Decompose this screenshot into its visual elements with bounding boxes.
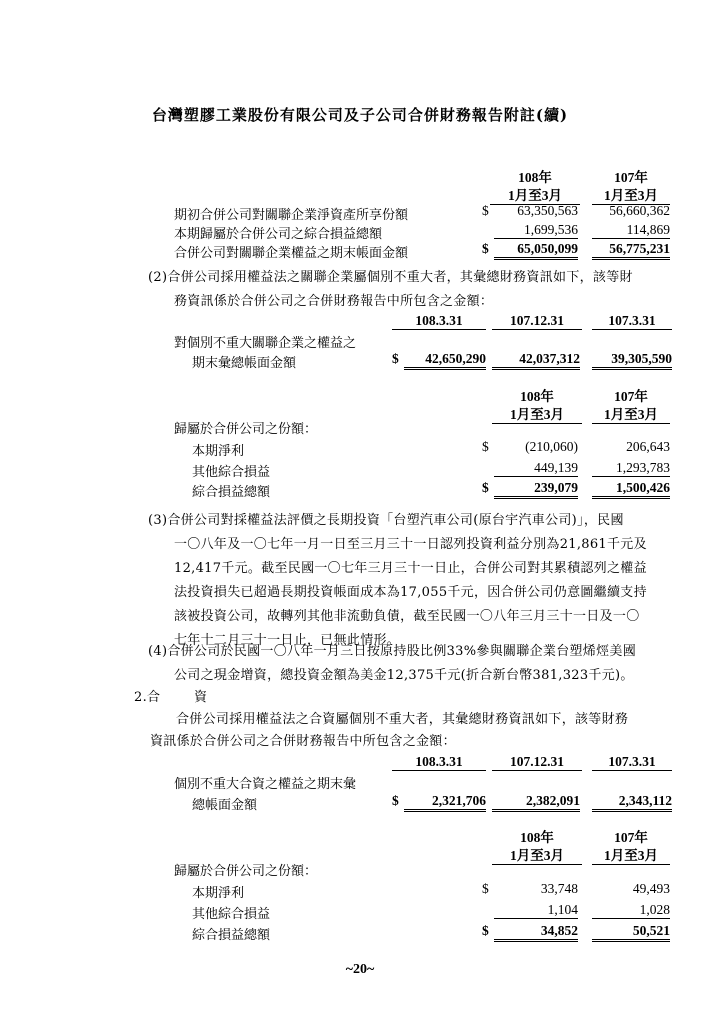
total-value: 2,321,706 [404,793,486,812]
value-cell: 33,748 [540,881,578,896]
total-value: 2,382,091 [492,793,580,812]
total-value: 50,521 [592,923,670,942]
total-value: 239,079 [494,480,578,499]
value-cell: 449,139 [494,460,578,477]
page-title: 台灣塑膠工業股份有限公司及子公司合併財務報告附註(續) [151,106,569,124]
value-cell: 63,350,563 [517,203,578,218]
total-value: 56,775,231 [592,241,670,260]
row-label: 本期淨利 [192,444,245,459]
col-header-date: 107.3.31 [592,754,672,771]
col-header-year: 108年 [520,389,554,404]
row-label: 對個別不重大關聯企業之權益之 [174,336,357,351]
paragraph-line: (2)合併公司採用權益法之關聯企業屬個別不重大者，其彙總財務資訊如下，該等財 [148,270,633,285]
row-label: 其他綜合損益 [192,465,271,480]
col-header-year: 107年 [614,389,648,404]
paragraph-line: 合併公司採用權益法之合資屬個別不重大者，其彙總財務資訊如下，該等財務 [176,712,629,727]
row-label: 合併公司對關聯企業權益之期末帳面金額 [174,246,409,261]
currency-sign: $ [482,439,489,454]
paragraph-line: (4)合併公司於民國一〇八年一月三日按原持股比例33%參與關聯企業台塑烯烴美國 [148,644,637,659]
col-header-date: 107.3.31 [592,313,672,330]
page-number: ~20~ [345,962,375,977]
row-label: 期末彙總帳面金額 [192,356,297,371]
total-value: 65,050,099 [494,241,578,260]
col-header-date: 107.12.31 [492,754,582,771]
col-header-year: 107年 [614,170,648,185]
row-label: 綜合損益總額 [192,485,271,500]
currency-sign: $ [392,793,399,808]
col-header-year: 108年 [518,170,552,185]
row-label: 其他綜合損益 [192,907,271,922]
section-number: 2.合 [134,690,161,705]
value-cell: 114,869 [592,222,670,239]
paragraph-line: (3)合併公司對採權益法評價之長期投資「台塑汽車公司(原台宇汽車公司)」，民國 [148,513,624,528]
col-header-period: 1月至3月 [592,184,670,205]
row-label: 個別不重大合資之權益之期末彙 [174,777,357,792]
paragraph-line: 法投資損失已超過長期投資帳面成本為17,055千元，因合併公司仍意圖繼續支持 [174,585,647,600]
total-value: 42,037,312 [492,351,580,370]
col-header-period: 1月至3月 [490,184,580,205]
value-cell: 1,028 [592,902,670,919]
section-heading: 歸屬於合併公司之份額： [174,864,318,879]
currency-sign: $ [482,241,489,256]
col-header-period: 1月至3月 [492,403,582,424]
paragraph-line: 12,417千元。截至民國一〇七年三月三十一日止，合併公司對其累積認列之權益 [174,561,647,576]
total-value: 42,650,290 [404,351,486,370]
row-label: 綜合損益總額 [192,928,271,943]
col-header-period: 1月至3月 [592,403,670,424]
section-heading: 歸屬於合併公司之份額： [174,422,318,437]
value-cell: 49,493 [632,881,670,896]
value-cell: 1,104 [494,902,578,919]
col-header-year: 107年 [614,830,648,845]
col-header-year: 108年 [520,830,554,845]
currency-sign: $ [482,203,489,218]
currency-sign: $ [482,480,489,495]
col-header-date: 108.3.31 [392,754,486,771]
value-cell: 206,643 [626,439,670,454]
row-label: 本期歸屬於合併公司之綜合損益總額 [174,227,383,242]
total-value: 1,500,426 [592,480,670,499]
col-header-date: 108.3.31 [392,313,486,330]
value-cell: 1,293,783 [592,460,670,477]
col-header-period: 1月至3月 [492,844,582,865]
section-title: 資 [194,690,208,705]
row-label: 本期淨利 [192,886,245,901]
paragraph-line: 務資訊係於合併公司之合併財務報告中所包含之金額： [174,294,494,309]
col-header-date: 107.12.31 [492,313,582,330]
total-value: 2,343,112 [592,793,672,812]
paragraph-line: 七年十二月三十一日止，已無此情形。 [174,633,401,648]
paragraph-line: 公司之現金增資，總投資金額為美金12,375千元(折合新台幣381,323千元)。 [174,668,634,683]
row-label: 總帳面金額 [192,798,258,813]
currency-sign: $ [482,881,489,896]
col-header-period: 1月至3月 [592,844,670,865]
paragraph-line: 資訊係於合併公司之合併財務報告中所包含之金額： [150,734,456,749]
currency-sign: $ [392,351,399,366]
paragraph-line: 一〇八年及一〇七年一月一日至三月三十一日認列投資利益分別為21,861千元及 [174,537,647,552]
total-value: 39,305,590 [592,351,672,370]
paragraph-line: 該被投資公司，故轉列其他非流動負債，截至民國一〇八年三月三十一日及一〇 [174,609,640,624]
currency-sign: $ [482,923,489,938]
value-cell: 56,660,362 [609,203,670,218]
value-cell: (210,060) [525,439,578,454]
row-label: 期初合併公司對關聯企業淨資產所享份額 [174,208,409,223]
total-value: 34,852 [494,923,578,942]
value-cell: 1,699,536 [494,222,578,239]
